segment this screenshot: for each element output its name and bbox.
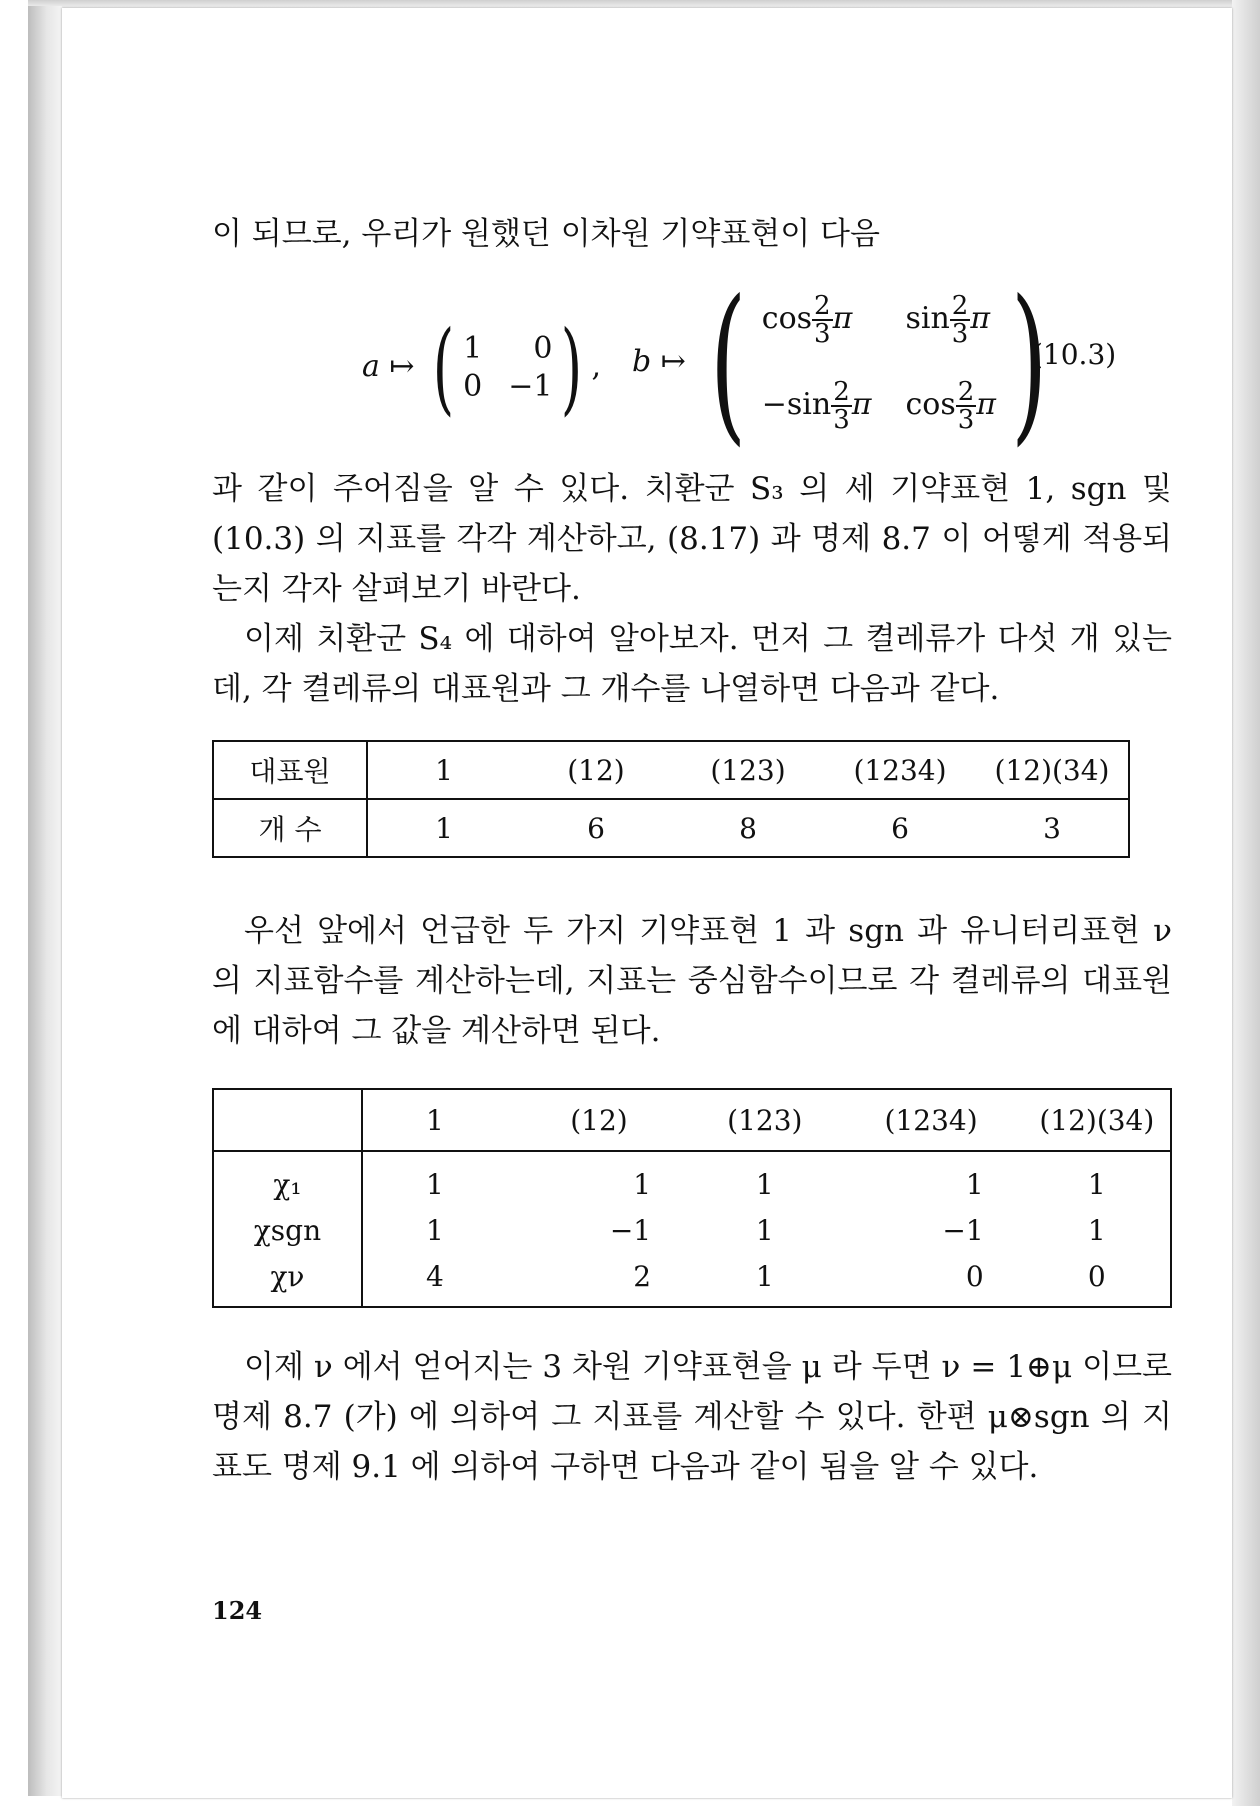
table-cell: 4 xyxy=(362,1253,507,1307)
table-header-cell: (12) xyxy=(520,741,672,799)
page-right-edge xyxy=(1232,0,1260,1806)
left-paren: ( xyxy=(710,264,747,462)
b-label: b ↦ xyxy=(632,344,686,379)
table-header-cell: (12)(34) xyxy=(976,741,1129,799)
frac-num: 2 xyxy=(951,291,969,321)
left-paren: ( xyxy=(432,309,455,426)
pi: π xyxy=(976,387,997,422)
table-cell: 2 xyxy=(507,1253,691,1307)
table-header-row xyxy=(213,741,1129,799)
book-page xyxy=(62,8,1232,1798)
fraction xyxy=(812,293,833,347)
page-top-edge xyxy=(28,0,1248,8)
table-cell: 1 xyxy=(965,1167,984,1201)
table-cell: 1 xyxy=(425,1213,444,1247)
matrix-cell-cos xyxy=(762,293,872,347)
matrix-b-entries xyxy=(762,293,996,433)
table-header-cell: (123) xyxy=(691,1089,838,1151)
table-cell: 1 xyxy=(425,1167,444,1201)
matrix-cell-neg-sin xyxy=(762,379,872,433)
matrix-cell-cos xyxy=(905,379,996,433)
matrix-cell: −1 xyxy=(508,369,553,404)
a-label: a ↦ xyxy=(362,349,415,384)
table-cell: 3 xyxy=(976,799,1129,857)
formula-10-3 xyxy=(212,264,1172,468)
table-header-cell: 대표원 xyxy=(213,741,367,799)
frac-num: 2 xyxy=(833,377,850,407)
table-cell: −1 xyxy=(942,1213,984,1247)
table-header-row xyxy=(213,1089,1171,1151)
character-table xyxy=(212,1088,1172,1308)
matrix-a-entries xyxy=(463,330,552,406)
table-row-label: χ₁ xyxy=(213,1151,362,1207)
table-cell: −1 xyxy=(609,1213,652,1247)
table-cell: 1 xyxy=(691,1253,838,1307)
pi: π xyxy=(832,301,853,336)
table-cell: 6 xyxy=(520,799,672,857)
comma: , xyxy=(591,349,602,384)
paragraph-2: 이제 치환군 S₄ 에 대하여 알아보자. 먼저 그 켤레류가 다섯 개 있는데, 각 켤레류의 대표원과 그 개수를 나열하면 다음과 같다. xyxy=(212,621,1172,707)
matrix-a xyxy=(362,309,602,426)
paragraph-4: 이제 ν 에서 얻어지는 3 차원 기약표현을 μ 라 두면 ν = 1⊕μ 이므로 명제 8.7 (가) 에 의하여 그 지표를 계산할 수 있다. 한편 μ⊗sgn 의 지표도 명제 9.1 에 의하여 구하면 다음과 같이 됨을 알 수 있다. xyxy=(212,1349,1172,1485)
table-header-cell xyxy=(213,1089,362,1151)
frac-den: 3 xyxy=(833,405,850,435)
frac-num: 2 xyxy=(814,291,831,321)
table-cell: 1 xyxy=(633,1167,652,1201)
lead-sentence: 이 되므로, 우리가 원했던 이차원 기약표현이 다음 xyxy=(212,216,880,252)
matrix-cell: 0 xyxy=(463,369,483,404)
fraction xyxy=(950,293,971,347)
paragraph-3: 우선 앞에서 언급한 두 가지 기약표현 1 과 sgn 과 유니터리표현 ν 의 지표함수를 계산하는데, 지표는 중심함수이므로 각 켤레류의 대표원에 대하여 그 값을 계산하면 된다. xyxy=(212,913,1172,1049)
table-cell: 1 xyxy=(755,1167,774,1201)
table-cell: 1 xyxy=(1024,1207,1171,1253)
pi: π xyxy=(970,301,991,336)
fn-name: sin xyxy=(905,301,950,336)
frac-den: 3 xyxy=(951,319,969,349)
matrix-cell: 0 xyxy=(533,331,553,366)
table-row-label: χν xyxy=(213,1253,362,1307)
page-number: 124 xyxy=(212,1596,263,1625)
table-cell: 0 xyxy=(839,1253,1024,1307)
table-cell: 8 xyxy=(672,799,824,857)
right-paren: ) xyxy=(1010,264,1048,462)
table-header-cell: (12) xyxy=(507,1089,691,1151)
table-cell: 6 xyxy=(824,799,976,857)
table-header-cell: (123) xyxy=(672,741,824,799)
matrix-cell: 1 xyxy=(463,331,483,366)
table-cell: 1 xyxy=(1024,1151,1171,1207)
table-cell: 0 xyxy=(1024,1253,1171,1307)
fn-name: cos xyxy=(761,301,813,336)
table-row xyxy=(213,1151,1171,1207)
right-paren: ) xyxy=(561,309,583,426)
book-spine xyxy=(28,6,62,1796)
fraction xyxy=(831,379,852,433)
fraction xyxy=(956,379,977,433)
table-cell: 1 xyxy=(367,799,520,857)
table-header-cell: (1234) xyxy=(839,1089,1024,1151)
paragraph-1: 과 같이 주어짐을 알 수 있다. 치환군 S₃ 의 세 기약표현 1, sgn 및 (10.3) 의 지표를 각각 계산하고, (8.17) 과 명제 8.7 이 어떻게 적용되는지 각자 살펴보기 바란다. xyxy=(212,471,1172,607)
table-cell: 1 xyxy=(755,1213,774,1247)
frac-num: 2 xyxy=(957,377,975,407)
matrix-cell-sin xyxy=(905,293,996,347)
table-header-cell: 1 xyxy=(362,1089,507,1151)
table-row xyxy=(213,1253,1171,1307)
frac-den: 3 xyxy=(957,405,975,435)
table-row-label: χsgn xyxy=(213,1207,362,1253)
equation-number: (10.3) xyxy=(1032,338,1117,371)
table-header-cell: (1234) xyxy=(824,741,976,799)
matrix-b xyxy=(632,264,1062,462)
fn-name: −sin xyxy=(761,387,832,422)
table-row xyxy=(213,1207,1171,1253)
fn-name: cos xyxy=(905,387,956,422)
table-row-label: 개 수 xyxy=(213,799,367,857)
conjugacy-class-table xyxy=(212,740,1130,858)
pi: π xyxy=(851,387,872,422)
frac-den: 3 xyxy=(814,319,831,349)
table-header-cell: 1 xyxy=(367,741,520,799)
table-row xyxy=(213,799,1129,857)
table-header-cell: (12)(34) xyxy=(1024,1089,1171,1151)
